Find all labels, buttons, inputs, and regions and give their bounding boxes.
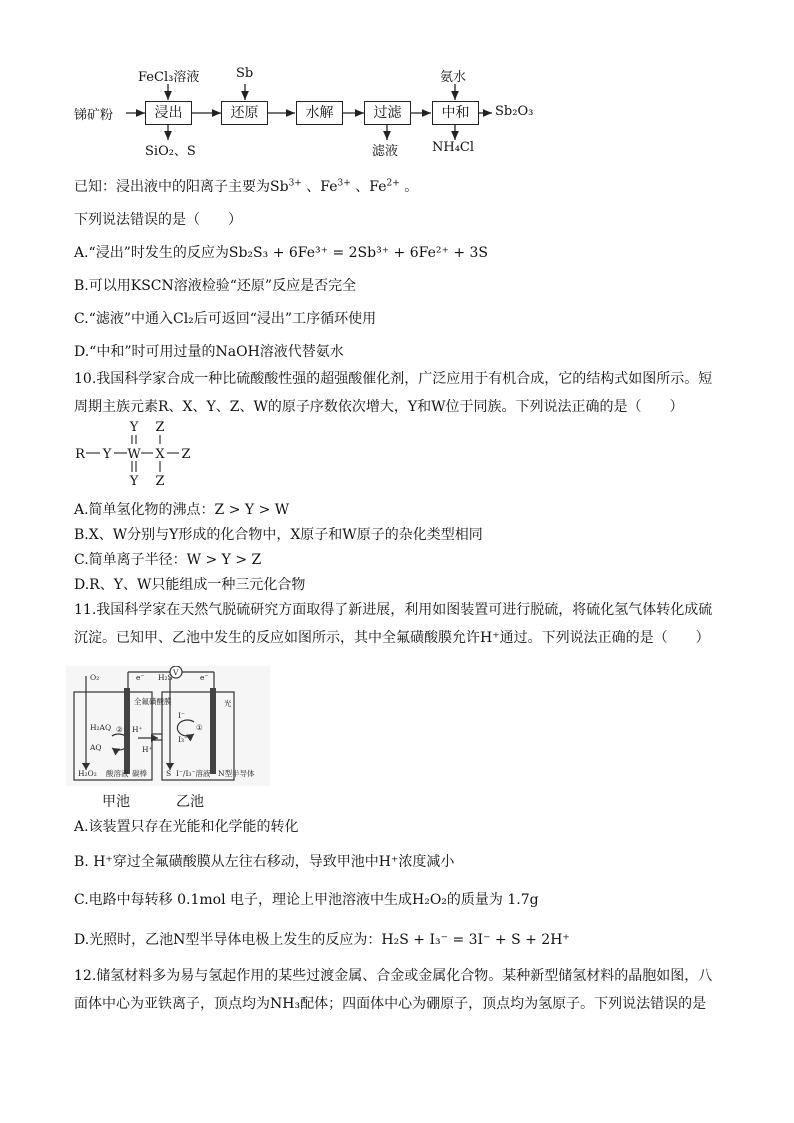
q12-stem: 12.储氢材料多为易与氢起作用的某些过渡金属、合金或金属化合物。某种新型储氢材料的晶胞如图，八面体中心为亚铁离子，顶点均为NH₃配体；四面体中心为硼原子，顶点均为氢原子。下列说法错误的是 — [74, 968, 713, 1012]
leach-residue-label: SiO₂、S — [145, 144, 196, 159]
c1-label: ① — [196, 723, 203, 732]
ore-label: 锑矿粉 — [74, 108, 114, 123]
product-label: Sb₂O₃ — [495, 104, 534, 119]
q11-electrolysis-diagram — [66, 666, 270, 786]
reduce-box: 还原 — [221, 101, 268, 125]
struct-z-right: Z — [181, 447, 191, 462]
ammonia-input-label: 氨水 — [440, 70, 467, 85]
struct-y-left: Y — [102, 447, 112, 462]
iminus-label: I⁻ — [178, 711, 185, 720]
s-label: S — [166, 769, 172, 778]
q10-option-a: A.简单氢化物的沸点：Z > Y > W — [74, 502, 290, 518]
electron-label-left: e⁻ — [136, 673, 145, 682]
q9-option-d: D.“中和”时可用过量的NaOH溶液代替氨水 — [74, 344, 344, 360]
neutralize-box: 中和 — [432, 101, 479, 125]
q9-known: 已知：浸出液中的阳离子主要为$Sb^{3+}$ 、$Fe^{3+}$ 、$Fe^{2+}$ 。 — [74, 178, 419, 195]
q9-stem: 下列说法错误的是（ ） — [74, 212, 242, 228]
q10-stem: 10.我国科学家合成一种比硫酸酸性强的超强酸催化剂，广泛应用于有机合成，它的结构式如图所示。短周期主族元素R、X、Y、Z、W的原子序数依次增大，Y和W位于同族。下列说法正确的是（ ） — [74, 371, 713, 415]
q11-option-c: C.电路中每转移 0.1mol 电子，理论上甲池溶液中生成H₂O₂的质量为 1.7g — [74, 892, 539, 908]
o2-label: O₂ — [90, 673, 100, 682]
hydrolysis-box: 水解 — [296, 101, 343, 125]
h2s-label: H₂S — [158, 673, 173, 682]
q9-option-c: C.“滤液”中通入Cl₂后可返回“浸出”工序循环使用 — [74, 311, 377, 327]
h2o2-label: H₂O₂ — [78, 769, 97, 778]
struct-r: R — [75, 447, 85, 462]
struct-z-bottom: Z — [155, 474, 165, 489]
pool-jia-label: 甲池 — [102, 794, 130, 810]
leach-box: 浸出 — [145, 101, 192, 125]
membrane-label: 全氟磺酸膜 — [134, 697, 172, 706]
q11-option-b: B. H⁺穿过全氟磺酸膜从左往右移动，导致甲池中H⁺浓度减小 — [74, 854, 455, 870]
pool-yi-label: 乙池 — [176, 794, 204, 810]
carbon-label: 碳棒 — [132, 769, 147, 778]
light-label: 光 — [224, 699, 232, 708]
i3-label: I₃⁻ — [178, 735, 188, 744]
semiconductor-label: N型半导体 — [218, 769, 255, 778]
h2aq-label: H₂AQ — [90, 723, 112, 732]
hplus-mid: H⁺ — [142, 745, 153, 754]
q9-option-a: A.“浸出”时发生的反应为Sb₂S₃ + 6Fe³⁺ = 2Sb³⁺ + 6Fe²⁺ + 3S — [74, 245, 489, 261]
filtrate-label: 滤液 — [372, 144, 399, 159]
electron-label-right: e⁻ — [200, 673, 209, 682]
solution-label: I⁻/I₃⁻溶液 — [176, 769, 211, 778]
sb-input-label: Sb — [236, 66, 254, 81]
aq-label: AQ — [90, 743, 102, 752]
q10-option-d: D.R、Y、W只能组成一种三元化合物 — [74, 577, 306, 593]
q9-option-b: B.可以用KSCN溶液检验“还原”反应是否完全 — [74, 278, 357, 294]
q10-structure-formula — [74, 418, 204, 490]
struct-y-top: Y — [129, 420, 139, 435]
fecl3-input-label: FeCl₃溶液 — [138, 70, 200, 85]
struct-z-top: Z — [155, 420, 165, 435]
struct-w: W — [127, 447, 141, 462]
struct-y-bottom: Y — [129, 474, 139, 489]
q11-option-a: A.该装置只存在光能和化学能的转化 — [74, 819, 299, 835]
acid-label: 酸溶液 — [106, 769, 129, 778]
c2-label: ② — [116, 725, 123, 734]
q10-option-c: C.简单离子半径：W > Y > Z — [74, 552, 262, 568]
q11-stem: 11.我国科学家在天然气脱硫研究方面取得了新进展，利用如图装置可进行脱硫，将硫化氢气体转化成硫沉淀。已知甲、乙池中发生的反应如图所示，其中全氟磺酸膜允许H⁺通过。下列说法正确的是（ ） — [74, 602, 713, 646]
struct-x: X — [155, 447, 165, 462]
q10-option-b: B.X、W分别与Y形成的化合物中，X原子和W原子的杂化类型相同 — [74, 527, 483, 543]
q11-option-d: D.光照时，乙池N型半导体电极上发生的反应为：H₂S + I₃⁻ = 3I⁻ + S + 2H⁺ — [74, 932, 570, 948]
filter-box: 过滤 — [364, 101, 411, 125]
hplus-left: H⁺ — [132, 725, 143, 734]
nh4cl-label: NH₄Cl — [432, 140, 475, 155]
voltmeter-label: V — [173, 668, 179, 677]
